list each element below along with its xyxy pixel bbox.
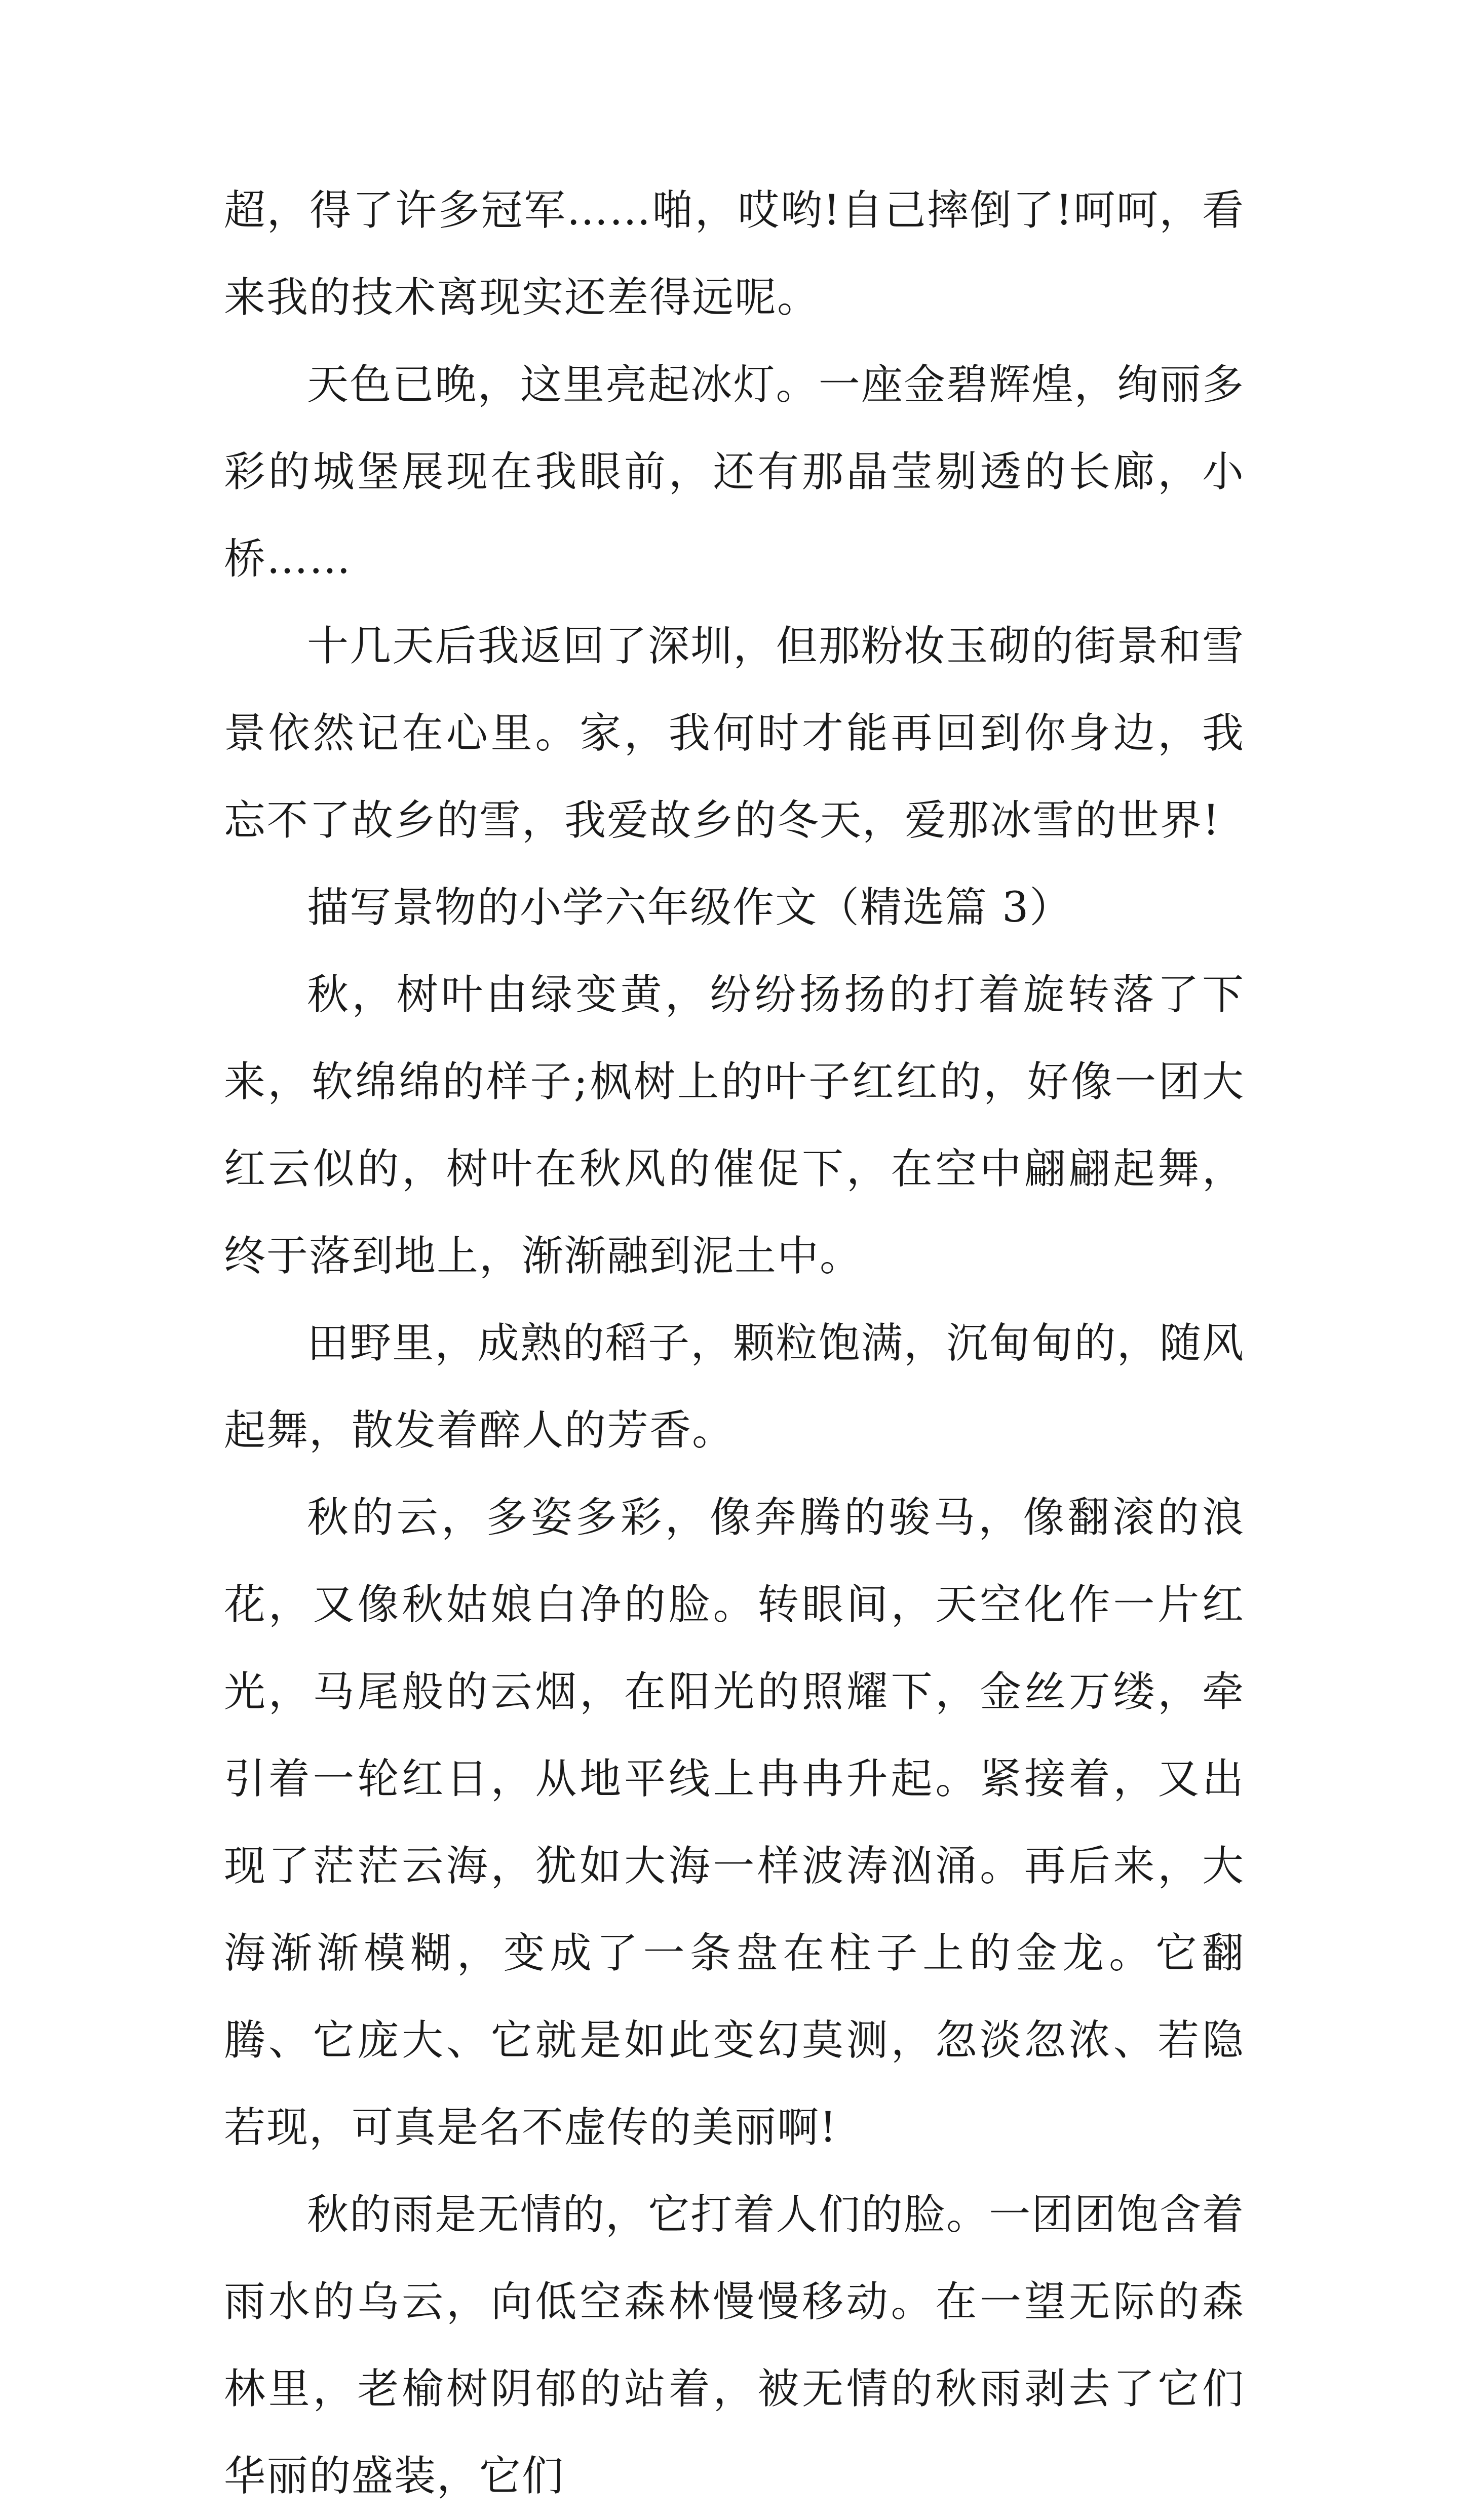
section-heading: 描写景物的小学六年级作文（精选篇 3） [307,884,1072,932]
paragraph-return-shenzhen: 十几天后我返回了深圳，但那粉妆玉砌的街景和雪景依然记在心里。家，我何时才能再回到你身边，我忘不了故乡的雪，我爱故乡的冬天，爱那冰雪的世界! [224,622,1245,845]
paragraph-autumn-rain: 秋的雨是无情的，它打着人们的脸。一团团饱含着雨水的乌云，向低空森林慢慢移动。在一望无际的森林里，老榆树阴郁的站着，被无情的秋雨剥去了它们华丽的盛装，它们 [224,2191,1245,2500]
document-body [224,167,1245,2520]
paragraph-ice-lanterns: 天色已晚，这里亮起冰灯。一座金碧辉煌，绚丽多彩的城堡展现在我眼前，还有那晶莹剔透的长廊，小桥…… [224,361,1245,583]
paragraph-autumn-clouds: 秋的云，多姿多彩，像奔腾的骏马，像翻滚的浪花，又像秋姑娘白净的脸。转眼间，天空化作一片红光，马尾般的云烟，在阳光的照耀下，金丝万缕，牵引着一轮红日，从地平线上冉冉升起。紧接着，又出现了茫茫云海，犹如大海一样波涛汹涌。再后来，大海渐渐模糊，变成了一条盘在柱子上的金龙。它翻腾、它庞大、它就是如此变幻莫测，忽淡忽浓、若隐若现，可真是名不虚传的美丽啊! [224,1494,1245,2152]
paragraph-rice-fields: 田野里，成熟的稻子，颗粒饱满，沉甸甸的，随风起舞，散发着醉人的芳香。 [224,1319,1245,1455]
paragraph-continuation: 超，得了许多冠军……啪，哎哟!自己摔倒了!呵呵，看来我的技术离现实还差得远呢。 [224,186,1245,322]
paragraph-autumn-leaves: 秋，树叶由绿变黄，纷纷扬扬的打着旋转落了下来，软绵绵的样子;枫树上的叶子红红的，好像一团大红云似的，树叶在秋风的催促下，在空中翩翩起舞，终于落到地上，渐渐融到泥土中。 [224,971,1245,1280]
